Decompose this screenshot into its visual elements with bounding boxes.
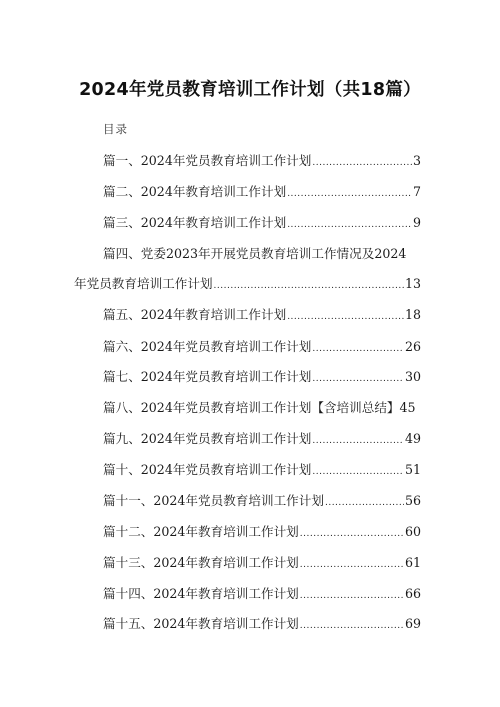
toc-entry-title: 篇十、2024年党员教育培训工作计划 xyxy=(103,462,312,477)
toc-entry-title: 年党员教育培训工作计划 xyxy=(74,276,213,291)
toc-entry-title: 篇二、2024年教育培训工作计划 xyxy=(103,184,287,199)
toc-entry-title: 篇十五、2024年教育培训工作计划 xyxy=(103,616,299,631)
toc-entry-page: 69 xyxy=(404,616,421,631)
toc-entry-10[interactable] xyxy=(103,459,421,479)
toc-entry-title: 篇一、2024年党员教育培训工作计划 xyxy=(103,153,312,168)
toc-entry-4[interactable] xyxy=(74,273,421,293)
toc-leader-dots xyxy=(312,344,404,354)
toc-entry-title: 篇十一、2024年党员教育培训工作计划 xyxy=(103,493,324,508)
toc-leader-dots xyxy=(214,281,404,291)
toc-entry-page: 3 xyxy=(412,153,421,168)
toc-entry-13[interactable] xyxy=(103,552,421,572)
toc-leader-dots xyxy=(312,436,404,446)
toc-entry-page: 13 xyxy=(404,276,421,291)
toc-leader-dots xyxy=(287,189,412,199)
toc-entry-title: 篇三、2024年教育培训工作计划 xyxy=(103,215,287,230)
toc-entry-page: 7 xyxy=(412,184,421,199)
toc-entry-4-line1[interactable]: 篇四、党委2023年开展党员教育培训工作情况及2024 xyxy=(103,246,407,261)
toc-leader-dots xyxy=(287,312,404,322)
toc-entry-title: 篇十二、2024年教育培训工作计划 xyxy=(103,524,299,539)
toc-entry-title: 篇七、2024年党员教育培训工作计划 xyxy=(103,369,312,384)
toc-entry-3[interactable] xyxy=(103,212,421,232)
toc-entry-page: 60 xyxy=(404,524,421,539)
toc-entry-6[interactable] xyxy=(103,336,421,356)
toc-entry-2[interactable] xyxy=(103,181,421,201)
toc-entry-page: 30 xyxy=(404,369,421,384)
toc-entry-page: 66 xyxy=(404,586,421,601)
toc-entry-12[interactable] xyxy=(103,521,421,541)
toc-entry-9[interactable] xyxy=(103,428,421,448)
toc-entry-8[interactable]: 篇八、2024年党员教育培训工作计划【含培训总结】45 xyxy=(103,400,416,415)
toc-entry-page: 61 xyxy=(404,555,421,570)
toc-heading: 目录 xyxy=(103,122,128,136)
toc-entry-title: 篇九、2024年党员教育培训工作计划 xyxy=(103,431,312,446)
toc-leader-dots xyxy=(287,220,412,230)
toc-entry-7[interactable] xyxy=(103,366,421,386)
toc-entry-page: 49 xyxy=(404,431,421,446)
toc-leader-dots xyxy=(312,158,412,168)
toc-leader-dots xyxy=(300,529,404,539)
toc-entry-page: 26 xyxy=(404,339,421,354)
toc-entry-11[interactable] xyxy=(103,490,421,510)
toc-entry-14[interactable] xyxy=(103,583,421,603)
toc-entry-15[interactable] xyxy=(103,613,421,633)
toc-entry-1[interactable] xyxy=(103,150,421,170)
toc-entry-title: 篇六、2024年党员教育培训工作计划 xyxy=(103,339,312,354)
toc-entry-page: 18 xyxy=(404,307,421,322)
toc-leader-dots xyxy=(300,591,404,601)
document-title: 2024年党员教育培训工作计划（共18篇） xyxy=(79,80,421,100)
toc-leader-dots xyxy=(300,560,404,570)
toc-entry-page: 56 xyxy=(404,493,421,508)
toc-entry-5[interactable] xyxy=(103,304,421,324)
toc-entry-page: 51 xyxy=(404,462,421,477)
toc-entry-title: 篇五、2024年教育培训工作计划 xyxy=(103,307,287,322)
toc-entry-title: 篇十四、2024年教育培训工作计划 xyxy=(103,586,299,601)
toc-leader-dots xyxy=(312,467,404,477)
toc-entry-title: 篇十三、2024年教育培训工作计划 xyxy=(103,555,299,570)
toc-leader-dots xyxy=(300,621,404,631)
toc-leader-dots xyxy=(325,498,404,508)
toc-entry-page: 9 xyxy=(412,215,421,230)
toc-leader-dots xyxy=(312,374,404,384)
